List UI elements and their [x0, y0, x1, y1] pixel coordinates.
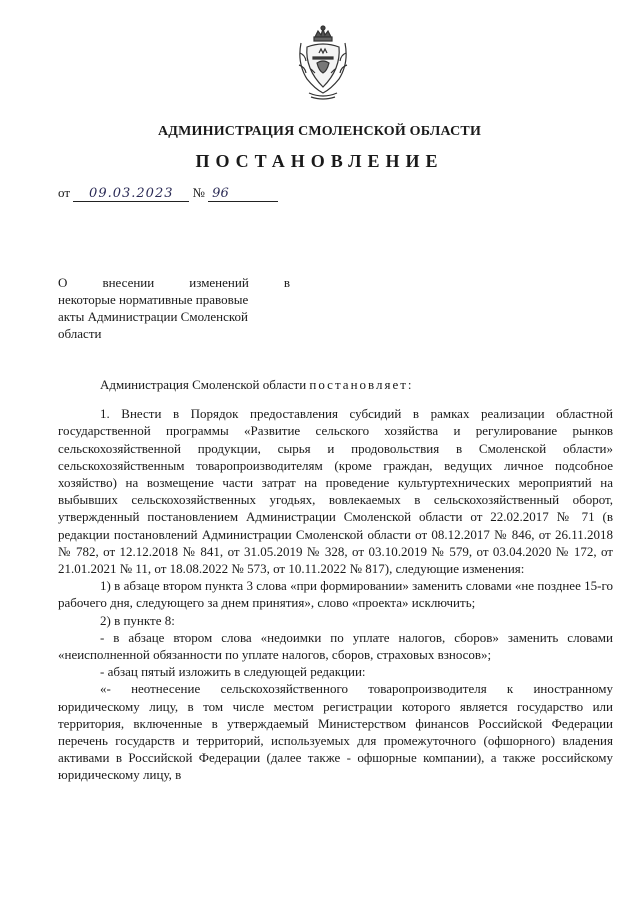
- lead-decree-word: постановляет:: [309, 377, 414, 392]
- number-prefix: №: [192, 185, 205, 200]
- date-number-line: [58, 185, 278, 202]
- document-type-title: ПОСТАНОВЛЕНИЕ: [195, 151, 444, 171]
- document-subject: [58, 274, 290, 342]
- subject-word: изменений: [189, 275, 249, 290]
- body-paragraph: «- неотнесение сельскохозяйственного товаропроизводителя к иностранному юридическому лицу, в том числе местом регистрации которого является государство или территория, включенные в утверждаемый Министерством финансов Российской Федерации перечень государств и территорий, используемых для промежуточного (офшорного) владения активами в Российской Федерации (далее также - офшорные компании), а также российскому юридическому лицу, в: [58, 681, 613, 783]
- date-prefix: от: [58, 185, 71, 200]
- body-paragraph: 1) в абзаце втором пункта 3 слова «при формировании» заменить словами «не позднее 15-го рабочего дня, следующего за днем принятия», слово «проекта» исключить;: [58, 578, 613, 611]
- subject-line-1: [58, 274, 290, 291]
- organization-title: АДМИНИСТРАЦИЯ СМОЛЕНСКОЙ ОБЛАСТИ: [157, 124, 482, 139]
- subject-line-2: некоторые нормативные правовые: [58, 292, 249, 307]
- subject-word: в: [283, 275, 290, 290]
- lead-text: Администрация Смоленской области: [100, 377, 310, 392]
- body-paragraph: - абзац пятый изложить в следующей редакции:: [100, 664, 366, 680]
- handwritten-number: 96: [208, 186, 278, 202]
- subject-word: О: [58, 275, 68, 290]
- document-body: [58, 376, 613, 784]
- body-paragraph: 2) в пункте 8:: [100, 612, 175, 628]
- handwritten-date: 09.03.2023: [73, 186, 189, 202]
- body-paragraph: - в абзаце втором слова «недоимки по уплате налогов, сборов» заменить словами «неисполненной обязанности по уплате налогов, сборов, страховых взносов»;: [58, 629, 613, 663]
- subject-line-4: области: [58, 326, 102, 341]
- subject-line-3: акты Администрации Смоленской: [58, 309, 249, 324]
- subject-word: внесении: [102, 275, 155, 290]
- smolensk-coat-of-arms-emblem: [297, 23, 349, 101]
- resolution-lead: [58, 376, 613, 393]
- body-paragraph: 1. Внести в Порядок предоставления субсидий в рамках реализации областной государственной программы «Развитие сельского хозяйства и регулирование рынков сельскохозяйственной продукции, сырья и продовольствия в Смоленской области» сельскохозяйственным товаропроизводителям (кроме граждан, ведущих личное подсобное хозяйство) на возмещение части затрат на проведение культуртехнических мероприятий на выбывших сельскохозяйственных угодьях, вовлекаемых в сельскохозяйственный оборот, утвержденный постановлением Администрации Смоленской области от 22.02.2017 № 71 (в редакции постановлений Администрации Смоленской области от 08.12.2017 № 846, от 26.11.2018 № 782, от 12.12.2018 № 841, от 31.05.2019 № 328, от 03.10.2019 № 579, от 03.04.2020 № 172, от 21.01.2021 № 11, от 18.08.2022 № 573, от 10.11.2022 № 817), следующие изменения:: [58, 406, 613, 577]
